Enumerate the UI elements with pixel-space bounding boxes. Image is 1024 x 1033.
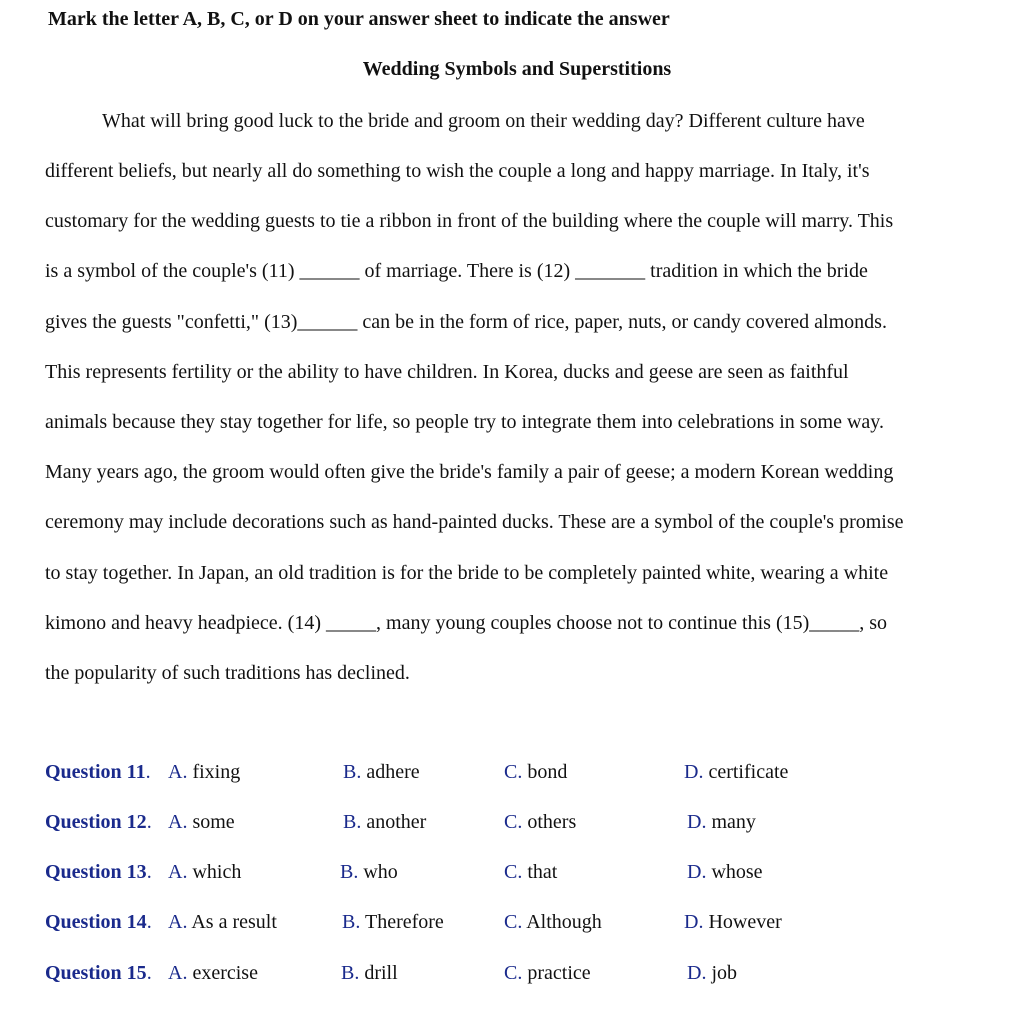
question-row: [0, 861, 1024, 889]
passage-line: the popularity of such traditions has declined.: [45, 662, 410, 684]
passage-line: kimono and heavy headpiece. (14) _____, many young couples choose not to continue this (15)_____, so: [45, 612, 888, 634]
option-b[interactable]: B. drill: [341, 962, 398, 984]
passage-line: different beliefs, but nearly all do something to wish the couple a long and happy marriage. In Italy, it's: [45, 160, 870, 182]
option-a[interactable]: A. exercise: [168, 962, 258, 984]
passage-line: This represents fertility or the ability to have children. In Korea, ducks and geese are seen as faithful: [45, 361, 849, 383]
option-d[interactable]: D. job: [687, 962, 738, 984]
passage-line: What will bring good luck to the bride and groom on their wedding day? Different culture have: [102, 110, 865, 132]
question-row: [0, 911, 1024, 939]
option-a[interactable]: A. some: [168, 811, 235, 833]
option-a[interactable]: A. which: [168, 861, 242, 883]
passage-line: to stay together. In Japan, an old tradition is for the bride to be completely painted white, wearing a white: [45, 562, 889, 584]
option-d[interactable]: D. whose: [687, 861, 763, 883]
question-label: Question 15.: [45, 962, 152, 984]
option-c[interactable]: C. others: [504, 811, 577, 833]
question-row: [0, 962, 1024, 990]
option-a[interactable]: A. fixing: [168, 761, 241, 783]
question-row: [0, 811, 1024, 839]
option-b[interactable]: B. adhere: [343, 761, 420, 783]
passage-line: ceremony may include decorations such as hand-painted ducks. These are a symbol of the couple's promise: [45, 511, 904, 533]
question-label: Question 12.: [45, 811, 152, 833]
question-label: Question 13.: [45, 861, 152, 883]
question-label: Question 11.: [45, 761, 151, 783]
option-c[interactable]: C. practice: [504, 962, 591, 984]
option-a[interactable]: A. As a result: [168, 911, 277, 933]
question-row: [0, 761, 1024, 789]
passage-line: Many years ago, the groom would often give the bride's family a pair of geese; a modern Korean wedding: [45, 461, 894, 483]
option-c[interactable]: C. Although: [504, 911, 602, 933]
option-d[interactable]: D. many: [687, 811, 756, 833]
option-b[interactable]: B. who: [340, 861, 398, 883]
option-c[interactable]: C. bond: [504, 761, 568, 783]
passage-line: animals because they stay together for life, so people try to integrate them into celebrations in some way.: [45, 411, 884, 433]
question-label: Question 14.: [45, 911, 152, 933]
passage-line: gives the guests "confetti," (13)______ can be in the form of rice, paper, nuts, or candy covered almonds.: [45, 311, 887, 333]
passage-line: customary for the wedding guests to tie a ribbon in front of the building where the couple will marry. This: [45, 210, 894, 232]
passage-title: Wedding Symbols and Superstitions: [362, 58, 672, 80]
passage-line: is a symbol of the couple's (11) ______ of marriage. There is (12) _______ tradition in which the bride: [45, 260, 868, 282]
option-c[interactable]: C. that: [504, 861, 558, 883]
instruction-heading: Mark the letter A, B, C, or D on your answer sheet to indicate the answer: [48, 8, 670, 30]
option-d[interactable]: D. certificate: [684, 761, 789, 783]
option-b[interactable]: B. another: [343, 811, 427, 833]
option-b[interactable]: B. Therefore: [342, 911, 444, 933]
option-d[interactable]: D. However: [684, 911, 782, 933]
